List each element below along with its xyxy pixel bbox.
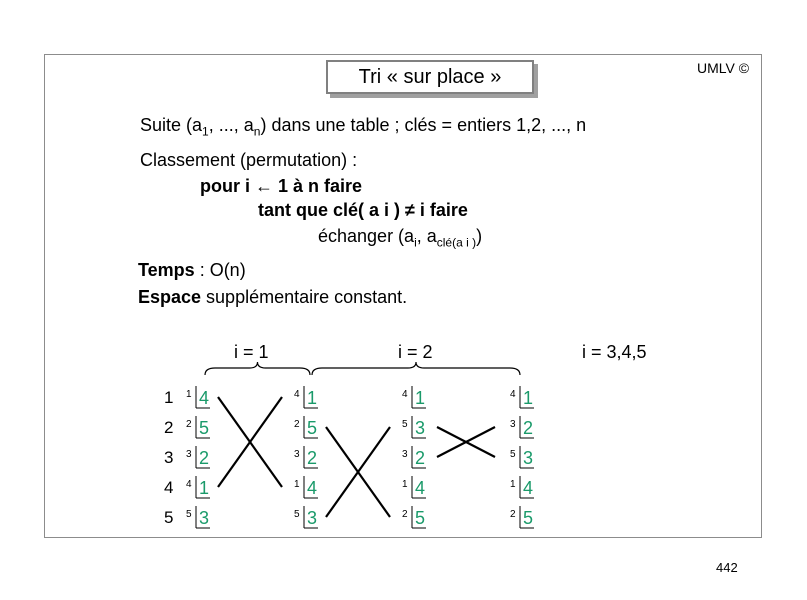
- line5-a: échanger (a: [318, 226, 415, 246]
- cell-value: 4: [199, 388, 210, 408]
- cell-value: 1: [307, 388, 318, 408]
- cell-key: 2: [294, 419, 300, 430]
- cell-key: 2: [186, 419, 192, 430]
- cell-key: 3: [186, 449, 192, 460]
- cell-key: 1: [186, 389, 192, 400]
- cell-key: 5: [402, 419, 408, 430]
- line3-post: 1 à n faire: [273, 176, 363, 196]
- cell-key: 1: [294, 479, 300, 490]
- row-index: 2: [164, 418, 174, 437]
- cell-value: 2: [415, 448, 426, 468]
- cell-key: 3: [294, 449, 300, 460]
- temps-label: Temps: [138, 260, 195, 280]
- temps-value: : O(n): [194, 260, 246, 280]
- cell-key: 5: [186, 509, 192, 520]
- row-index: 5: [164, 508, 174, 527]
- brace-i1: [205, 362, 310, 375]
- row-index: 4: [164, 478, 174, 497]
- cell-key: 4: [510, 389, 516, 400]
- cell-value: 2: [307, 448, 318, 468]
- cell-key: 2: [510, 509, 516, 520]
- line1-c: ) dans une table ; clés = entiers 1,2, ..., n: [260, 115, 587, 135]
- line5-subi: i: [414, 235, 417, 250]
- cell-value: 5: [199, 418, 210, 438]
- cell-value: 5: [523, 508, 534, 528]
- line5-subk: clé(a i ): [436, 235, 477, 250]
- cell-value: 1: [415, 388, 426, 408]
- cell-key: 3: [510, 419, 516, 430]
- espace-value: supplémentaire constant.: [201, 287, 408, 307]
- row-index: 3: [164, 448, 174, 467]
- cell-value: 3: [307, 508, 318, 528]
- cell-key: 4: [402, 389, 408, 400]
- cell-value: 2: [523, 418, 534, 438]
- label-i1: i = 1: [234, 342, 269, 362]
- text-line-tantque: tant que clé( a i ) ≠ i faire: [258, 200, 468, 220]
- cell-value: 3: [415, 418, 426, 438]
- cell-key: 1: [510, 479, 516, 490]
- brace-i2: [312, 362, 520, 375]
- cell-value: 1: [199, 478, 210, 498]
- line1-subn: n: [253, 124, 261, 139]
- page-number: 442: [716, 560, 738, 575]
- label-i2: i = 2: [398, 342, 433, 362]
- line3-pre: pour i: [200, 176, 255, 196]
- cell-key: 3: [402, 449, 408, 460]
- line5-c: ): [476, 226, 483, 246]
- cell-value: 5: [307, 418, 318, 438]
- cell-value: 4: [415, 478, 426, 498]
- cell-value: 5: [415, 508, 426, 528]
- line1-a: Suite (a: [140, 115, 203, 135]
- line1-b: , ..., a: [208, 115, 254, 135]
- line5-b: , a: [416, 226, 437, 246]
- cell-key: 4: [294, 389, 300, 400]
- cell-key: 5: [294, 509, 300, 520]
- cell-key: 2: [402, 509, 408, 520]
- cell-value: 2: [199, 448, 210, 468]
- slide-title-text: Tri « sur place »: [358, 65, 502, 88]
- cell-value: 1: [523, 388, 534, 408]
- cell-value: 4: [523, 478, 534, 498]
- left-arrow-icon: ←: [255, 176, 273, 196]
- cell-value: 3: [199, 508, 210, 528]
- cell-key: 1: [402, 479, 408, 490]
- text-line-classement: Classement (permutation) :: [140, 150, 358, 170]
- row-index: 1: [164, 388, 174, 407]
- line1-sub1: 1: [202, 124, 209, 139]
- cell-value: 4: [307, 478, 318, 498]
- cell-key: 5: [510, 449, 516, 460]
- cell-value: 3: [523, 448, 534, 468]
- cell-key: 4: [186, 479, 192, 490]
- umlv-logo: UMLV ©: [697, 60, 750, 76]
- label-i345: i = 3,4,5: [582, 342, 647, 362]
- espace-label: Espace: [138, 287, 202, 307]
